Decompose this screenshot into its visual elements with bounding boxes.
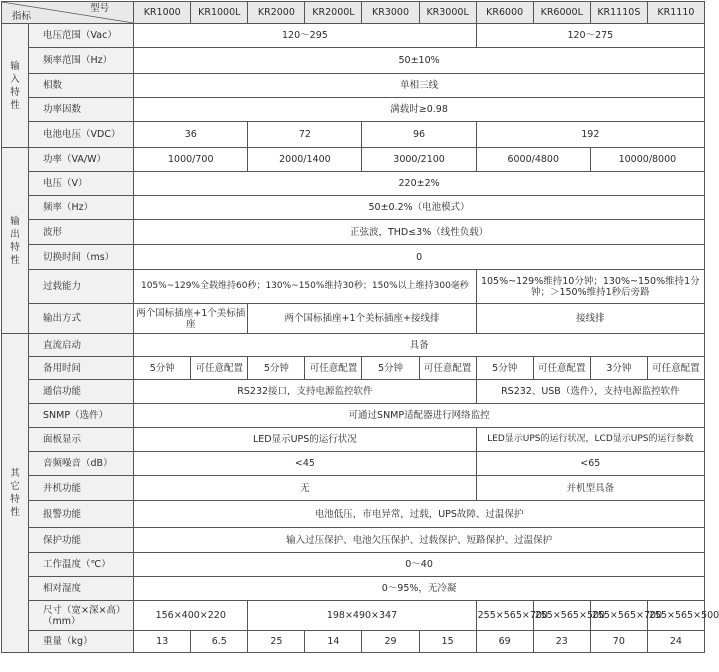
table-row	[2, 172, 705, 196]
value-cell: 13	[134, 631, 191, 653]
value-cell: 25	[248, 631, 305, 653]
row-label: 音频噪音（dB）	[29, 452, 134, 476]
table-row	[2, 553, 705, 577]
row-label: 切换时间（ms）	[29, 245, 134, 270]
value-cell: RS232、USB（选件），支持电源监控软件	[476, 380, 704, 404]
row-label: 电压范围（Vac）	[29, 24, 134, 48]
value-cell: 0～95%，无冷凝	[134, 577, 705, 601]
value-cell: 两个国标插座+1个美标插座	[134, 304, 248, 334]
row-label: 输出方式	[29, 304, 134, 334]
value-cell: 50±0.2%（电池模式）	[134, 196, 705, 220]
value-cell: 电池低压，市电异常，过载，UPS故障、过温保护	[134, 501, 705, 528]
value-cell: <45	[134, 452, 476, 476]
table-row	[2, 196, 705, 220]
table-row	[2, 270, 705, 304]
row-label: 功率因数	[29, 98, 134, 122]
value-cell: 29	[362, 631, 419, 653]
value-cell: 满载时≥0.98	[134, 98, 705, 122]
row-label: SNMP（选件）	[29, 404, 134, 428]
model-header: KR6000	[476, 2, 533, 24]
value-cell: 255×565×500	[647, 601, 704, 631]
value-cell: 120～275	[476, 24, 704, 48]
value-cell: 255×565×700	[476, 601, 533, 631]
table-row	[2, 528, 705, 553]
table-row	[2, 245, 705, 270]
value-cell: 可任意配置	[533, 357, 590, 380]
value-cell: <65	[476, 452, 704, 476]
value-cell: 5分钟	[362, 357, 419, 380]
model-header: KR3000	[362, 2, 419, 24]
value-cell: 可任意配置	[305, 357, 362, 380]
value-cell: 具备	[134, 334, 705, 357]
value-cell: 24	[647, 631, 704, 653]
value-cell: 192	[476, 122, 704, 148]
table-row	[2, 98, 705, 122]
table-row	[2, 501, 705, 528]
model-header: KR1110S	[590, 2, 647, 24]
table-row	[2, 452, 705, 476]
value-cell: 正弦波，THD≤3%（线性负载）	[134, 220, 705, 245]
table-row	[2, 148, 705, 172]
row-label: 报警功能	[29, 501, 134, 528]
value-cell: 156×400×220	[134, 601, 248, 631]
table-row	[2, 48, 705, 74]
value-cell: 14	[305, 631, 362, 653]
value-cell: 15	[419, 631, 476, 653]
index-label: 指标	[12, 11, 32, 22]
row-label: 功率（VA/W）	[29, 148, 134, 172]
table-row	[2, 74, 705, 98]
model-header: KR1000L	[191, 2, 248, 24]
value-cell: 105%~129%维持10分钟；130%~150%维持1分钟；＞150%维持1秒后旁路	[476, 270, 704, 304]
value-cell: RS232接口，支持电源监控软件	[134, 380, 476, 404]
row-label: 备用时间	[29, 357, 134, 380]
value-cell: 96	[362, 122, 476, 148]
row-label: 波形	[29, 220, 134, 245]
table-row	[2, 601, 705, 631]
value-cell: 6.5	[191, 631, 248, 653]
row-label: 重量（kg）	[29, 631, 134, 653]
value-cell: 输入过压保护、电池欠压保护、过载保护、短路保护、过温保护	[134, 528, 705, 553]
value-cell: 5分钟	[476, 357, 533, 380]
value-cell: 可通过SNMP适配器进行网络监控	[134, 404, 705, 428]
value-cell: 5分钟	[134, 357, 191, 380]
model-header: KR2000L	[305, 2, 362, 24]
group-input	[2, 24, 29, 148]
group-label: 输入特性	[10, 60, 20, 111]
row-label: 电压（V）	[29, 172, 134, 196]
model-header: KR1110	[647, 2, 704, 24]
value-cell: 3分钟	[590, 357, 647, 380]
row-label: 面板显示	[29, 428, 134, 452]
row-label: 并机功能	[29, 476, 134, 501]
value-cell: 两个国标插座+1个美标插座+接线排	[248, 304, 476, 334]
value-cell: 1000/700	[134, 148, 248, 172]
row-label: 保护功能	[29, 528, 134, 553]
group-label: 其它特性	[10, 468, 20, 518]
corner-cell	[2, 2, 134, 24]
table-row	[2, 631, 705, 653]
value-cell: 69	[476, 631, 533, 653]
value-cell: 198×490×347	[248, 601, 476, 631]
value-cell: 并机型具备	[476, 476, 704, 501]
model-header: KR6000L	[533, 2, 590, 24]
model-header: KR2000	[248, 2, 305, 24]
model-header: KR3000L	[419, 2, 476, 24]
group-output	[2, 148, 29, 334]
value-cell: 无	[134, 476, 476, 501]
table-row	[2, 428, 705, 452]
row-label: 通信功能	[29, 380, 134, 404]
row-label: 电池电压（VDC）	[29, 122, 134, 148]
group-other	[2, 334, 29, 653]
row-label: 频率（Hz）	[29, 196, 134, 220]
row-label: 过载能力	[29, 270, 134, 304]
value-cell: 255×565×500	[533, 601, 590, 631]
value-cell: 0～40	[134, 553, 705, 577]
model-label: 型号	[90, 3, 110, 14]
value-cell: 可任意配置	[419, 357, 476, 380]
table-row	[2, 122, 705, 148]
table-row	[2, 334, 705, 357]
value-cell: 23	[533, 631, 590, 653]
row-label: 频率范围（Hz）	[29, 48, 134, 74]
value-cell: 220±2%	[134, 172, 705, 196]
value-cell: LED显示UPS的运行状况，LCD显示UPS的运行参数	[476, 428, 704, 452]
row-label: 工作温度（℃）	[29, 553, 134, 577]
value-cell: 单相三线	[134, 74, 705, 98]
row-label: 相数	[29, 74, 134, 98]
table-row	[2, 304, 705, 334]
value-cell: 36	[134, 122, 248, 148]
table-row	[2, 380, 705, 404]
table-row	[2, 220, 705, 245]
model-header: KR1000	[134, 2, 191, 24]
table-row	[2, 24, 705, 48]
value-cell: 3000/2100	[362, 148, 476, 172]
value-cell: LED显示UPS的运行状况	[134, 428, 476, 452]
value-cell: 0	[134, 245, 705, 270]
value-cell: 70	[590, 631, 647, 653]
value-cell: 10000/8000	[590, 148, 704, 172]
row-label: 相对湿度	[29, 577, 134, 601]
table-row	[2, 357, 705, 380]
value-cell: 72	[248, 122, 362, 148]
value-cell: 120～295	[134, 24, 476, 48]
value-cell: 可任意配置	[647, 357, 704, 380]
value-cell: 6000/4800	[476, 148, 590, 172]
value-cell: 255×565×700	[590, 601, 647, 631]
header-row	[2, 2, 705, 24]
table-row	[2, 577, 705, 601]
value-cell: 接线排	[476, 304, 704, 334]
group-label: 输出特性	[10, 215, 20, 266]
value-cell: 2000/1400	[248, 148, 362, 172]
ups-spec-table	[1, 1, 719, 653]
row-label: 尺寸（宽×深×高）（mm）	[29, 601, 134, 631]
value-cell: 可任意配置	[191, 357, 248, 380]
value-cell: 5分钟	[248, 357, 305, 380]
value-cell: 50±10%	[134, 48, 705, 74]
table-row	[2, 404, 705, 428]
value-cell: 105%~129%全载维持60秒；130%~150%维持30秒；150%以上维持300毫秒	[134, 270, 476, 304]
row-label: 直流启动	[29, 334, 134, 357]
table-row	[2, 476, 705, 501]
